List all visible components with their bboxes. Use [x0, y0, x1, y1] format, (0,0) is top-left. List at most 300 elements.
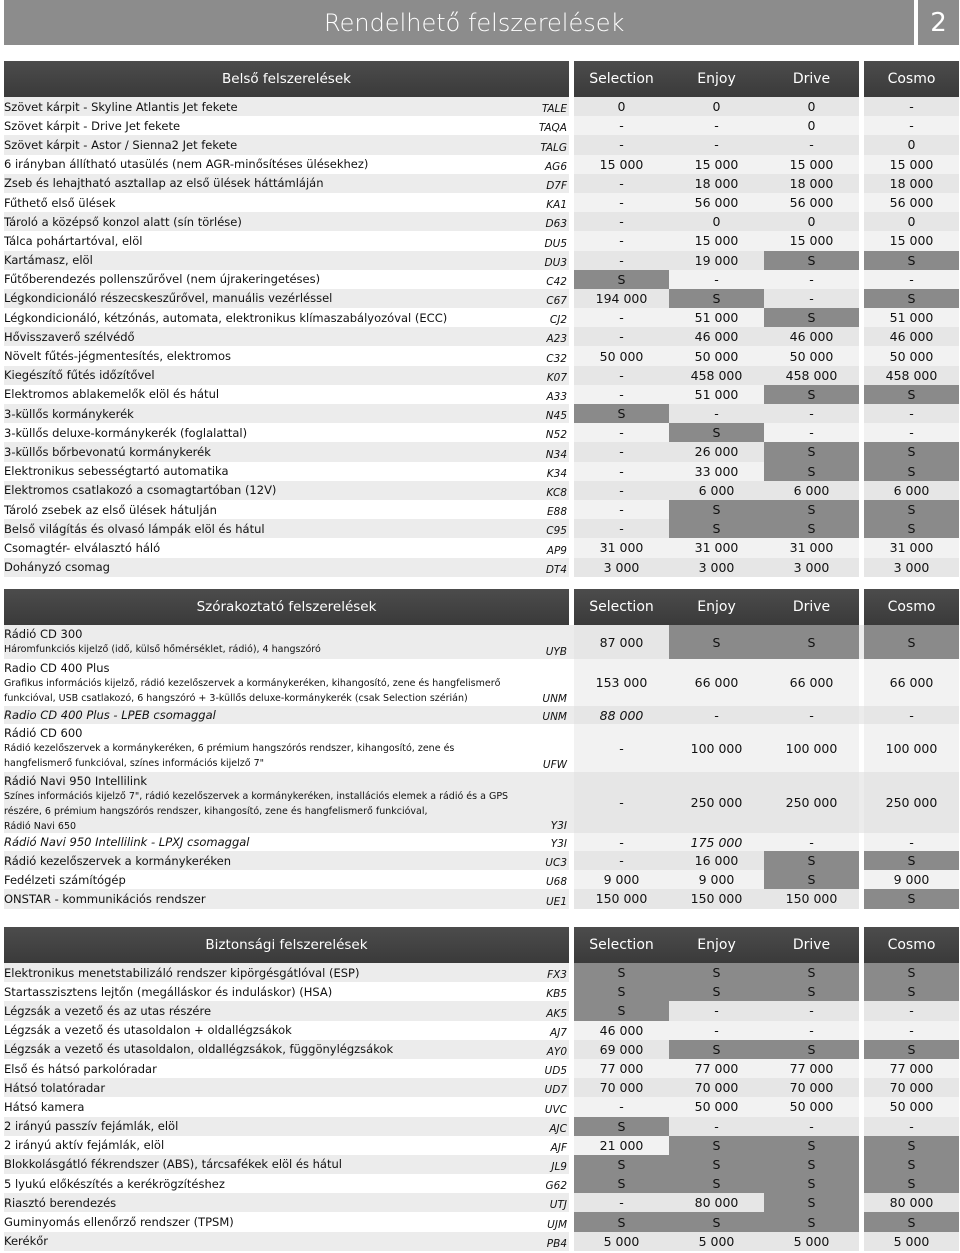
price-cell: 0 [864, 212, 959, 231]
table-row [4, 289, 959, 308]
column-header-drive: Drive [764, 927, 859, 963]
table-row [4, 155, 959, 174]
table-row [4, 327, 959, 346]
price-cell: 31 000 [669, 538, 764, 557]
row-label: Csomagtér- elválasztó háló [4, 538, 529, 557]
table-row [4, 1136, 959, 1155]
price-cell: S [574, 1155, 669, 1174]
price-cell: 15 000 [864, 231, 959, 250]
option-code: AJ7 [529, 1021, 569, 1040]
price-cell: 51 000 [669, 308, 764, 327]
price-cell: - [764, 1021, 859, 1040]
table-row [4, 558, 959, 577]
table-row [4, 1078, 959, 1097]
row-label: 3-küllős deluxe-kormánykerék (foglalattal) [4, 423, 529, 442]
price-cell: 19 000 [669, 251, 764, 270]
table-row [4, 423, 959, 442]
section-entertainment [4, 589, 959, 909]
option-code: G62 [529, 1174, 569, 1193]
price-cell: S [574, 1001, 669, 1020]
price-cell: 0 [764, 212, 859, 231]
price-cell: S [669, 1040, 764, 1059]
price-cell: 50 000 [574, 346, 669, 365]
column-header-enjoy: Enjoy [669, 589, 764, 625]
price-cell: 50 000 [764, 346, 859, 365]
row-label: Növelt fűtés-jégmentesítés, elektromos [4, 346, 529, 365]
option-code: UJM [529, 1212, 569, 1231]
table-row [4, 1117, 959, 1136]
price-cell: S [864, 963, 959, 982]
price-cell: 0 [574, 97, 669, 116]
rows-container [4, 97, 959, 577]
price-cell: S [864, 625, 959, 659]
row-label: Hővisszaverő szélvédő [4, 327, 529, 346]
price-cell: - [764, 1117, 859, 1136]
price-cell: - [764, 833, 859, 851]
row-label: Tálca pohártartóval, elöl [4, 231, 529, 250]
column-header-selection: Selection [574, 927, 669, 963]
price-cell: 150 000 [764, 889, 859, 908]
price-cell: S [864, 1136, 959, 1155]
row-label: Légkondicionáló, kétzónás, automata, elektronikus klímaszabályozóval (ECC) [4, 308, 529, 327]
option-code: AY0 [529, 1040, 569, 1059]
price-cell: - [764, 135, 859, 154]
price-cell: 175 000 [669, 833, 764, 851]
price-cell: 51 000 [864, 308, 959, 327]
price-cell: 15 000 [764, 155, 859, 174]
row-label: Tároló zsebek az első ülések hátulján [4, 500, 529, 519]
price-cell: - [574, 231, 669, 250]
price-cell: - [764, 1001, 859, 1020]
column-header-drive: Drive [764, 61, 859, 97]
price-cell: - [669, 1117, 764, 1136]
rows-container [4, 963, 959, 1251]
price-cell: 458 000 [669, 366, 764, 385]
option-code: UC3 [529, 851, 569, 870]
option-code: E88 [529, 500, 569, 519]
price-cell: S [864, 1174, 959, 1193]
price-cell: 3 000 [764, 558, 859, 577]
table-row [4, 625, 959, 659]
row-label: Kartámasz, elöl [4, 251, 529, 270]
section-header [4, 927, 959, 963]
price-cell: - [864, 706, 959, 724]
table-row [4, 97, 959, 116]
price-cell: S [864, 385, 959, 404]
price-cell: S [669, 1174, 764, 1193]
price-cell: - [574, 833, 669, 851]
option-code: Y3I [550, 838, 567, 850]
price-cell: 100 000 [864, 724, 959, 772]
row-title: Rádió Navi 950 Intellilink - LPXJ csomaggal [4, 835, 250, 849]
row-label [4, 706, 529, 724]
row-label: 3-küllős kormánykerék [4, 404, 529, 423]
price-cell: 50 000 [669, 346, 764, 365]
price-cell: S [764, 1212, 859, 1231]
price-cell: 15 000 [669, 231, 764, 250]
price-cell: 46 000 [574, 1021, 669, 1040]
price-cell: 5 000 [764, 1232, 859, 1251]
table-row [4, 1059, 959, 1078]
table-row [4, 346, 959, 365]
price-cell: - [669, 270, 764, 289]
price-cell: S [864, 442, 959, 461]
price-cell: S [764, 1040, 859, 1059]
price-cell: - [574, 135, 669, 154]
option-code: KC8 [529, 481, 569, 500]
price-cell: - [764, 706, 859, 724]
column-header-enjoy: Enjoy [669, 61, 764, 97]
option-code: UNM [542, 693, 567, 705]
price-cell: 51 000 [669, 385, 764, 404]
price-cell: 250 000 [764, 772, 859, 833]
table-row [4, 659, 959, 706]
option-code: KA1 [529, 193, 569, 212]
price-cell: S [864, 289, 959, 308]
price-cell: 9 000 [669, 870, 764, 889]
price-cell: 194 000 [574, 289, 669, 308]
table-row [4, 385, 959, 404]
row-label: Szövet kárpit - Drive Jet fekete [4, 116, 529, 135]
price-cell: - [574, 442, 669, 461]
row-label: Első és hátsó parkolóradar [4, 1059, 529, 1078]
price-cell: 3 000 [864, 558, 959, 577]
table-row [4, 1212, 959, 1231]
table-row [4, 404, 959, 423]
price-cell: 18 000 [864, 174, 959, 193]
price-cell: - [574, 212, 669, 231]
option-code: UVC [529, 1097, 569, 1116]
price-cell: S [764, 1174, 859, 1193]
price-cell: S [864, 1212, 959, 1231]
price-cell: 5 000 [574, 1232, 669, 1251]
table-row [4, 1040, 959, 1059]
row-label: Fűthető első ülések [4, 193, 529, 212]
price-cell: S [864, 982, 959, 1001]
price-cell: S [764, 442, 859, 461]
row-title: Radio CD 400 Plus - LPEB csomaggal [4, 708, 216, 722]
option-code: AJF [529, 1136, 569, 1155]
price-cell: S [864, 500, 959, 519]
option-code: A23 [529, 327, 569, 346]
price-cell: S [864, 251, 959, 270]
price-cell: S [669, 982, 764, 1001]
price-cell: S [764, 251, 859, 270]
option-code: N34 [529, 442, 569, 461]
table-row [4, 174, 959, 193]
table-row [4, 231, 959, 250]
row-title: Radio CD 400 Plus [4, 661, 110, 675]
price-cell: S [764, 1155, 859, 1174]
table-row [4, 308, 959, 327]
row-label: Szövet kárpit - Skyline Atlantis Jet fekete [4, 97, 529, 116]
row-label: Légkondicionáló részecskeszűrővel, manuális vezérléssel [4, 289, 529, 308]
row-label: Zseb és lehajtható asztallap az első ülések háttámláján [4, 174, 529, 193]
table-row [4, 982, 959, 1001]
price-cell: - [574, 366, 669, 385]
table-row [4, 193, 959, 212]
price-cell: S [574, 963, 669, 982]
table-row [4, 833, 959, 851]
column-header-selection: Selection [574, 61, 669, 97]
price-cell: S [574, 270, 669, 289]
table-row [4, 212, 959, 231]
table-row [4, 519, 959, 538]
price-cell: - [864, 404, 959, 423]
price-cell: 70 000 [764, 1078, 859, 1097]
option-code: C32 [529, 346, 569, 365]
price-cell: 31 000 [764, 538, 859, 557]
table-row [4, 772, 959, 833]
row-label: 5 lyukú előkészítés a kerékrögzítéshez [4, 1174, 529, 1193]
price-cell: S [669, 1155, 764, 1174]
section-header [4, 61, 959, 97]
price-cell: - [669, 706, 764, 724]
table-row [4, 538, 959, 557]
table-row [4, 366, 959, 385]
row-label: Hátsó kamera [4, 1097, 529, 1116]
column-header-cosmo: Cosmo [864, 61, 959, 97]
table-row [4, 442, 959, 461]
option-code: D63 [529, 212, 569, 231]
price-cell: 66 000 [864, 659, 959, 706]
table-row [4, 462, 959, 481]
row-label: Szövet kárpit - Astor / Sienna2 Jet fekete [4, 135, 529, 154]
page-title: Rendelhető felszerelések [4, 0, 914, 45]
option-code: K34 [529, 462, 569, 481]
price-cell: - [864, 1117, 959, 1136]
price-cell: - [864, 270, 959, 289]
row-description: funkcióval, USB csatlakozó, 6 hangszóró + 3-küllős deluxe-kormánykerék (csak Selection szérián) [4, 693, 468, 704]
row-label: 3-küllős bőrbevonatú kormánykerék [4, 442, 529, 461]
option-code: DU3 [529, 251, 569, 270]
option-code: UNM [542, 711, 567, 723]
price-cell: - [669, 404, 764, 423]
price-cell: S [574, 1117, 669, 1136]
row-label: Tároló a középső konzol alatt (sín törlése) [4, 212, 529, 231]
table-row [4, 251, 959, 270]
option-code: TAQA [529, 116, 569, 135]
price-cell: - [864, 833, 959, 851]
table-row [4, 1232, 959, 1251]
price-cell: - [574, 500, 669, 519]
price-cell: - [574, 724, 669, 772]
row-label: Guminyomás ellenőrző rendszer (TPSM) [4, 1212, 529, 1231]
price-cell: 26 000 [669, 442, 764, 461]
price-cell: 100 000 [764, 724, 859, 772]
price-cell: 458 000 [764, 366, 859, 385]
price-cell: 69 000 [574, 1040, 669, 1059]
row-label: Dohányzó csomag [4, 558, 529, 577]
table-row [4, 1097, 959, 1116]
price-cell: 50 000 [764, 1097, 859, 1116]
row-label: ONSTAR - kommunikációs rendszer [4, 889, 529, 908]
section-title: Belső felszerelések [4, 61, 569, 97]
row-description: Háromfunkciós kijelző (idő, külső hőmérséklet, rádió), 4 hangszóró [4, 644, 321, 655]
price-cell: 9 000 [864, 870, 959, 889]
option-code: AP9 [529, 538, 569, 557]
row-description: Színes információs kijelző 7", rádió kezelőszervek a kormánykeréken, installációs elemek a rádió és a GPS [4, 791, 509, 802]
option-code: N45 [529, 404, 569, 423]
option-code: CJ2 [529, 308, 569, 327]
row-title: Rádió CD 600 [4, 726, 83, 740]
section-title: Szórakoztató felszerelések [4, 589, 569, 625]
row-label: Hátsó tolatóradar [4, 1078, 529, 1097]
price-cell: 16 000 [669, 851, 764, 870]
option-code: UE1 [529, 889, 569, 908]
section-header [4, 589, 959, 625]
price-cell: 0 [669, 212, 764, 231]
row-label: Rádió kezelőszervek a kormánykeréken [4, 851, 529, 870]
price-cell: 3 000 [574, 558, 669, 577]
price-cell: 33 000 [669, 462, 764, 481]
table-row [4, 889, 959, 908]
option-code: K07 [529, 366, 569, 385]
price-cell: S [669, 1136, 764, 1155]
row-description: Grafikus információs kijelző, rádió kezelőszervek a kormánykeréken, kihangosító, zene és hangfelismerő [4, 678, 501, 689]
row-label: 6 irányban állítható utasülés (nem AGR-minősítéses ülésekhez) [4, 155, 529, 174]
price-cell: - [574, 851, 669, 870]
column-header-drive: Drive [764, 589, 859, 625]
price-cell: 46 000 [764, 327, 859, 346]
price-cell: S [764, 1136, 859, 1155]
price-cell: - [864, 97, 959, 116]
price-cell: 66 000 [669, 659, 764, 706]
price-cell: S [574, 1212, 669, 1231]
price-cell: 50 000 [864, 1097, 959, 1116]
price-cell: 77 000 [669, 1059, 764, 1078]
price-cell: - [764, 289, 859, 308]
price-cell: S [669, 500, 764, 519]
price-cell: - [574, 1193, 669, 1212]
option-code: N52 [529, 423, 569, 442]
table-row [4, 1021, 959, 1040]
price-cell: 250 000 [669, 772, 764, 833]
price-cell: 50 000 [864, 346, 959, 365]
price-cell: 15 000 [574, 155, 669, 174]
option-code: PB4 [529, 1232, 569, 1251]
price-cell: 15 000 [864, 155, 959, 174]
price-cell: 70 000 [574, 1078, 669, 1097]
price-cell: S [764, 851, 859, 870]
page-header [4, 0, 959, 45]
price-cell: 150 000 [574, 889, 669, 908]
price-cell: S [764, 1193, 859, 1212]
price-cell: S [864, 851, 959, 870]
price-cell: 6 000 [864, 481, 959, 500]
row-label: Blokkolásgátló fékrendszer (ABS), tárcsafékek elöl és hátul [4, 1155, 529, 1174]
price-cell: 88 000 [574, 706, 669, 724]
row-label [4, 724, 529, 772]
row-label: Kiegészítő fűtés időzítővel [4, 366, 529, 385]
price-cell: 18 000 [764, 174, 859, 193]
price-cell: 0 [864, 135, 959, 154]
table-row [4, 500, 959, 519]
row-label [4, 659, 529, 706]
price-cell: S [669, 963, 764, 982]
price-cell: - [864, 1001, 959, 1020]
row-label: 2 irányú passzív fejámlák, elöl [4, 1117, 529, 1136]
column-header-enjoy: Enjoy [669, 927, 764, 963]
row-label [4, 625, 529, 659]
price-cell: 70 000 [864, 1078, 959, 1097]
price-cell: S [669, 1212, 764, 1231]
price-cell: 6 000 [669, 481, 764, 500]
price-cell: - [574, 251, 669, 270]
price-cell: S [864, 462, 959, 481]
section-title: Biztonsági felszerelések [4, 927, 569, 963]
price-cell: 31 000 [864, 538, 959, 557]
row-title: Rádió CD 300 [4, 627, 83, 641]
row-label: Elektronikus menetstabilizáló rendszer kipörgésgátlóval (ESP) [4, 963, 529, 982]
price-cell: - [574, 772, 669, 833]
option-code: Y3I [550, 820, 567, 832]
table-row [4, 724, 959, 772]
option-code: KB5 [529, 982, 569, 1001]
price-cell: - [574, 327, 669, 346]
price-cell: S [764, 625, 859, 659]
row-label: Fedélzeti számítógép [4, 870, 529, 889]
price-cell: 80 000 [864, 1193, 959, 1212]
row-description: Rádió Navi 650 [4, 821, 77, 832]
price-cell: 80 000 [669, 1193, 764, 1212]
price-cell: - [864, 116, 959, 135]
section-safety [4, 927, 959, 1251]
option-code: FX3 [529, 963, 569, 982]
option-code: AG6 [529, 155, 569, 174]
price-cell: - [764, 423, 859, 442]
price-cell: 0 [669, 97, 764, 116]
price-cell: 46 000 [669, 327, 764, 346]
price-cell: S [764, 870, 859, 889]
rows-container [4, 625, 959, 851]
price-cell: S [764, 385, 859, 404]
price-cell: - [574, 174, 669, 193]
price-cell: S [864, 889, 959, 908]
price-cell: S [764, 963, 859, 982]
price-cell: S [669, 519, 764, 538]
row-label [4, 833, 529, 851]
price-cell: 6 000 [764, 481, 859, 500]
price-cell: S [574, 982, 669, 1001]
price-cell: 250 000 [864, 772, 959, 833]
option-code: AK5 [529, 1001, 569, 1020]
table-row [4, 963, 959, 982]
price-cell: S [764, 500, 859, 519]
row-label: Riasztó berendezés [4, 1193, 529, 1212]
row-label: 2 irányú aktív fejámlák, elöl [4, 1136, 529, 1155]
option-code: TALG [529, 135, 569, 154]
row-label: Légzsák a vezető és az utas részére [4, 1001, 529, 1020]
column-header-cosmo: Cosmo [864, 589, 959, 625]
table-row [4, 270, 959, 289]
price-cell: 15 000 [669, 155, 764, 174]
price-cell: 77 000 [574, 1059, 669, 1078]
price-cell: - [864, 423, 959, 442]
price-cell: 0 [764, 116, 859, 135]
price-cell: S [764, 308, 859, 327]
price-cell: 100 000 [669, 724, 764, 772]
price-cell: 458 000 [864, 366, 959, 385]
column-header-cosmo: Cosmo [864, 927, 959, 963]
price-cell: - [574, 519, 669, 538]
table-row [4, 851, 959, 870]
option-code: DU5 [529, 231, 569, 250]
option-code: UYB [545, 646, 567, 658]
price-cell: S [764, 982, 859, 1001]
table-row [4, 481, 959, 500]
price-cell: - [574, 116, 669, 135]
